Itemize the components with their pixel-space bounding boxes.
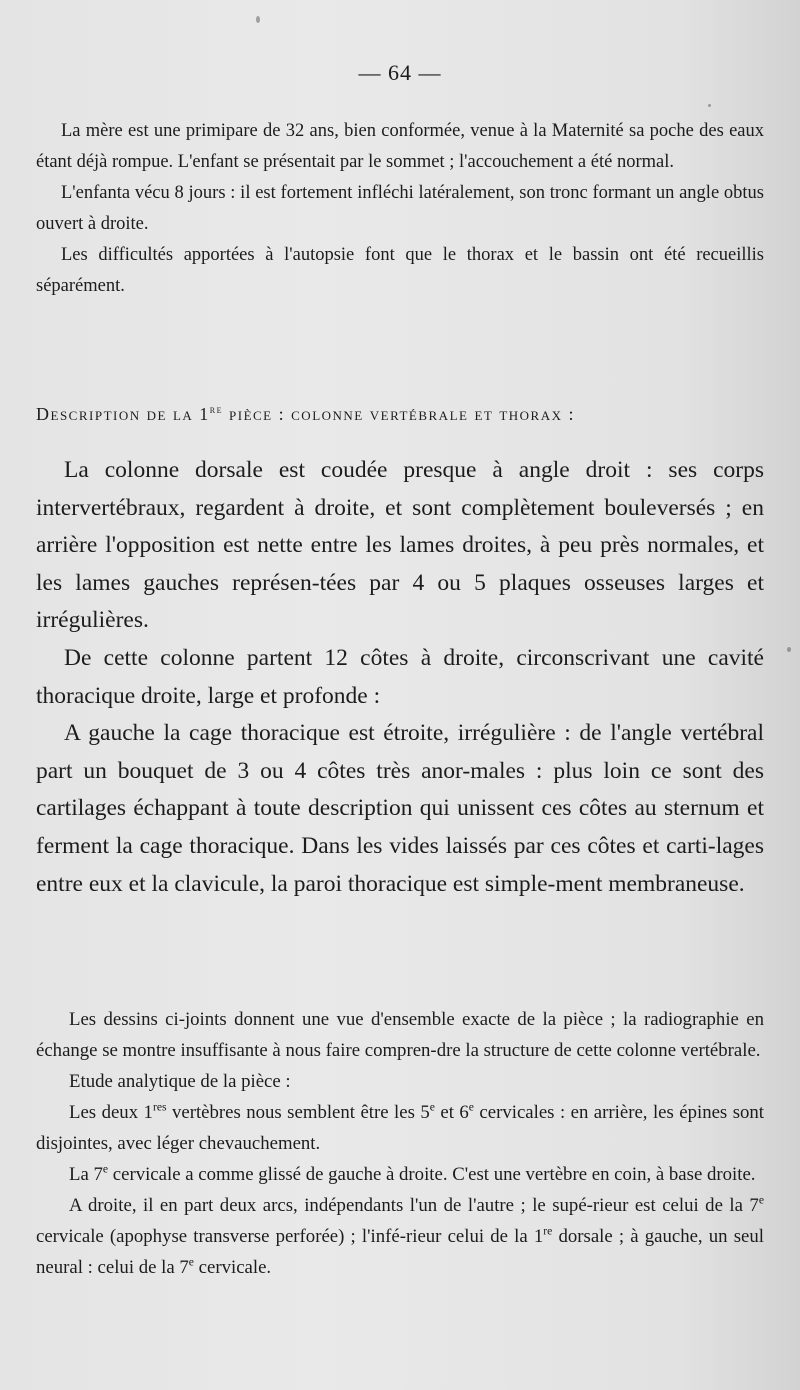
analysis-text: cervicale. [193, 1257, 272, 1278]
analysis-paragraph: Les dessins ci-joints donnent une vue d'ensemble exacte de la pièce ; la radiographie en échange se montre insuffisante à nous faire compren-dre la structure de cette colonne vertébrale. [36, 1009, 764, 1061]
section-heading-suffix: pièce : colonne vertébrale et thorax : [223, 404, 575, 424]
description-section [36, 452, 764, 903]
analysis-text: vertèbres nous semblent être les 5 [166, 1102, 430, 1123]
description-paragraph: De cette colonne partent 12 côtes à droite, circonscrivant une cavité thoracique droite, large et profonde : [36, 644, 764, 709]
analysis-section [36, 1004, 764, 1283]
analysis-text: A droite, il en part deux arcs, indépendants l'un de l'autre ; le supé-rieur est celui de la 7 [69, 1195, 759, 1216]
intro-paragraph: Les difficultés apportées à l'autopsie font que le thorax et le bassin ont été recueillis séparément. [36, 245, 764, 296]
analysis-sup: res [152, 1100, 167, 1114]
intro-paragraph: L'enfanta vécu 8 jours : il est fortement infléchi latéralement, son tronc formant un angle obtus ouvert à droite. [36, 183, 764, 234]
analysis-text: cervicale (apophyse transverse perforée) ; l'infé-rieur celui de la 1 [36, 1226, 544, 1247]
section-heading-sup: re [209, 404, 224, 416]
analysis-sup: re [543, 1224, 553, 1238]
ink-spot [787, 647, 791, 652]
description-paragraph: A gauche la cage thoracique est étroite, irrégulière : de l'angle vertébral part un bouquet de 3 ou 4 côtes très anor-males : plus loin ce sont des cartilages échappant à toute description qui unissent ces côtes au sternum et ferment la cage thoracique. Dans les vides laissés par ces côtes et carti-lages entre eux et la clavicule, la paroi thoracique est simple-ment membraneuse. [36, 720, 764, 897]
analysis-text: cervicale a comme glissé de gauche à droite. C'est une vertèbre en coin, à base droite. [108, 1164, 756, 1185]
analysis-sup: e [102, 1162, 109, 1176]
analysis-paragraph [36, 1190, 764, 1283]
analysis-sup: e [188, 1255, 194, 1269]
analysis-paragraph [36, 1097, 764, 1159]
analysis-sup: e [468, 1100, 474, 1114]
intro-paragraph: La mère est une primipare de 32 ans, bien conformée, venue à la Maternité sa poche des eaux étant déjà rompue. L'enfant se présentait par le sommet ; l'accouchement a été normal. [36, 121, 764, 172]
analysis-sup: e [758, 1193, 764, 1207]
intro-section [36, 116, 764, 302]
analysis-text: et 6 [434, 1102, 469, 1123]
analysis-paragraph: Etude analytique de la pièce : [69, 1071, 291, 1092]
page-number: — 64 — [358, 60, 442, 85]
analysis-paragraph [36, 1159, 764, 1190]
analysis-text: dorsale ; à gauche, un seul neural : celui de la 7 [36, 1226, 764, 1278]
section-heading-prefix: Description de la 1 [36, 404, 210, 424]
analysis-text: La 7 [69, 1164, 103, 1185]
analysis-text: cervicales : en arrière, les épines sont disjointes, avec léger chevauchement. [36, 1102, 765, 1154]
ink-spot [256, 16, 260, 23]
description-paragraph: La colonne dorsale est coudée presque à angle droit : ses corps intervertébraux, regardent à droite, et sont complètement bouleversés ; en arrière l'opposition est nette entre les lames droites, à peu près normales, et les lames gauches représen-tées par 4 ou 5 plaques osseuses larges et irrégulières. [36, 457, 764, 634]
ink-spot [708, 104, 711, 107]
analysis-text: Les deux 1 [69, 1102, 153, 1123]
section-heading [36, 404, 764, 425]
analysis-sup: e [429, 1100, 435, 1114]
